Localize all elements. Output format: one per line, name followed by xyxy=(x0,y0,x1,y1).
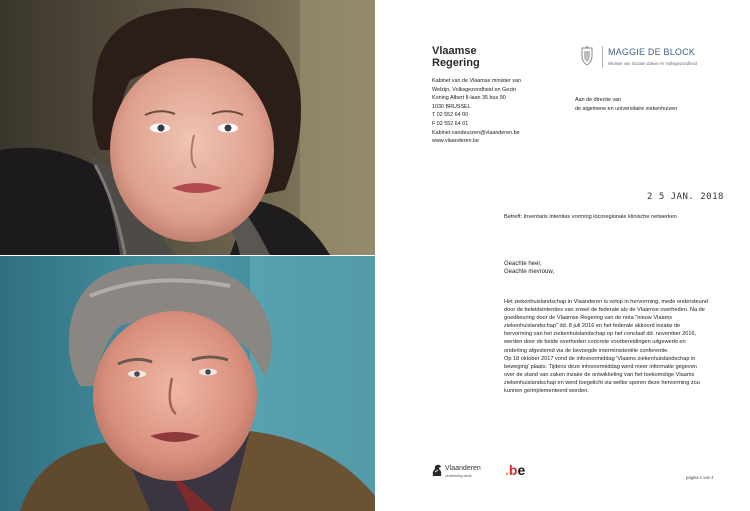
salutation-line: Geachte mevrouw, xyxy=(504,269,555,275)
vlaamse-regering-title xyxy=(432,45,512,69)
sender-line: F 02 552 64 01 xyxy=(432,120,469,127)
portrait-photo-man xyxy=(0,256,375,511)
body-line: Het ziekenhuislandschap in Vlaanderen is volop in hervorming, mede ondersteund xyxy=(504,299,708,305)
addressee-line: de algemene en universitaire ziekenhuizen xyxy=(575,105,678,112)
sender-website: www.vlaanderen.be xyxy=(432,138,480,145)
page-number: pagina 1 van 4 xyxy=(686,475,714,480)
body-line: door de beleidsintenties van zowel de federale als de Vlaamse overheden. Na de xyxy=(504,307,705,314)
body-line: beweging' plaats. Tijdens deze infovoormiddag werd meer informatie gegeven xyxy=(504,363,697,370)
sender-line: T 02 552 64 00 xyxy=(432,112,469,119)
vlaanderen-logo-tagline: verbeelding werkt xyxy=(445,474,472,478)
minister-name: MAGGIE DE BLOCK xyxy=(608,47,696,57)
letter-subject: Betreft: Inventaris intenties vorming locoregionale klinische netwerken xyxy=(504,214,677,220)
body-line: over de stand van zaken inzake de ontwikkeling van het toekomstige Vlaams xyxy=(504,371,695,378)
letter-date-stamp: 2 5 JAN. 2018 xyxy=(647,192,724,202)
sender-line: Koning Albert II-laan 35 bus 90 xyxy=(432,95,506,102)
org-title-line-1: Vlaamse xyxy=(432,45,477,57)
be-logo xyxy=(505,462,525,478)
sender-address-block xyxy=(432,77,552,146)
belgian-crest-icon xyxy=(579,46,595,66)
body-line: Op 18 oktober 2017 vond de infovoormiddag 'Vlaams ziekenhuislandschap in xyxy=(504,355,696,362)
vlaanderen-lion-icon xyxy=(431,463,443,478)
addressee-block xyxy=(575,96,725,113)
body-line: ziekenhuislandschap en werd toegelicht via welke sporen deze hervorming zou xyxy=(504,379,700,386)
org-title-line-2: Regering xyxy=(432,57,480,69)
letter-body xyxy=(504,298,716,395)
header-divider xyxy=(602,46,603,68)
sender-email: Kabinet.vandeurzen@vlaanderen.be xyxy=(432,129,520,136)
body-line: onderling afgestemd via de bevoegde interministeriële conferentie. xyxy=(504,347,669,354)
vlaanderen-logo-text: Vlaanderen xyxy=(445,465,481,472)
sender-line: Kabinet van de Vlaamse minister van xyxy=(432,78,521,84)
salutation xyxy=(504,260,554,276)
body-line: kunnen geïmplementeerd worden. xyxy=(504,388,589,395)
letter-page xyxy=(375,0,750,511)
sender-line: Welzijn, Volksgezondheid en Gezin xyxy=(432,86,517,93)
be-logo-b: b xyxy=(508,462,518,478)
addressee-line: Aan de directie van xyxy=(575,97,622,103)
portrait-photo-woman xyxy=(0,0,375,255)
salutation-line: Geachte heer, xyxy=(504,261,542,267)
minister-title: Minister van Sociale Zaken en Volksgezondheid xyxy=(608,61,697,66)
body-line: ziekenhuislandschap" dd. 8 juli 2016 en het federale akkoord inzake de xyxy=(504,323,681,330)
sender-line: 1030 BRUSSEL xyxy=(432,103,471,110)
body-line: goedkeuring door de Vlaamse Regering van de nota "nieuw Vlaams xyxy=(504,315,673,322)
be-logo-e: e xyxy=(517,462,526,478)
body-line: hervorming van het ziekenhuislandschap op het conclaaf dd. november 2016, xyxy=(504,331,697,338)
be-logo-dot: . xyxy=(505,462,509,478)
body-line: werden door de beide overheden concrete voorbereidingen uitgewerkt en xyxy=(504,339,686,346)
